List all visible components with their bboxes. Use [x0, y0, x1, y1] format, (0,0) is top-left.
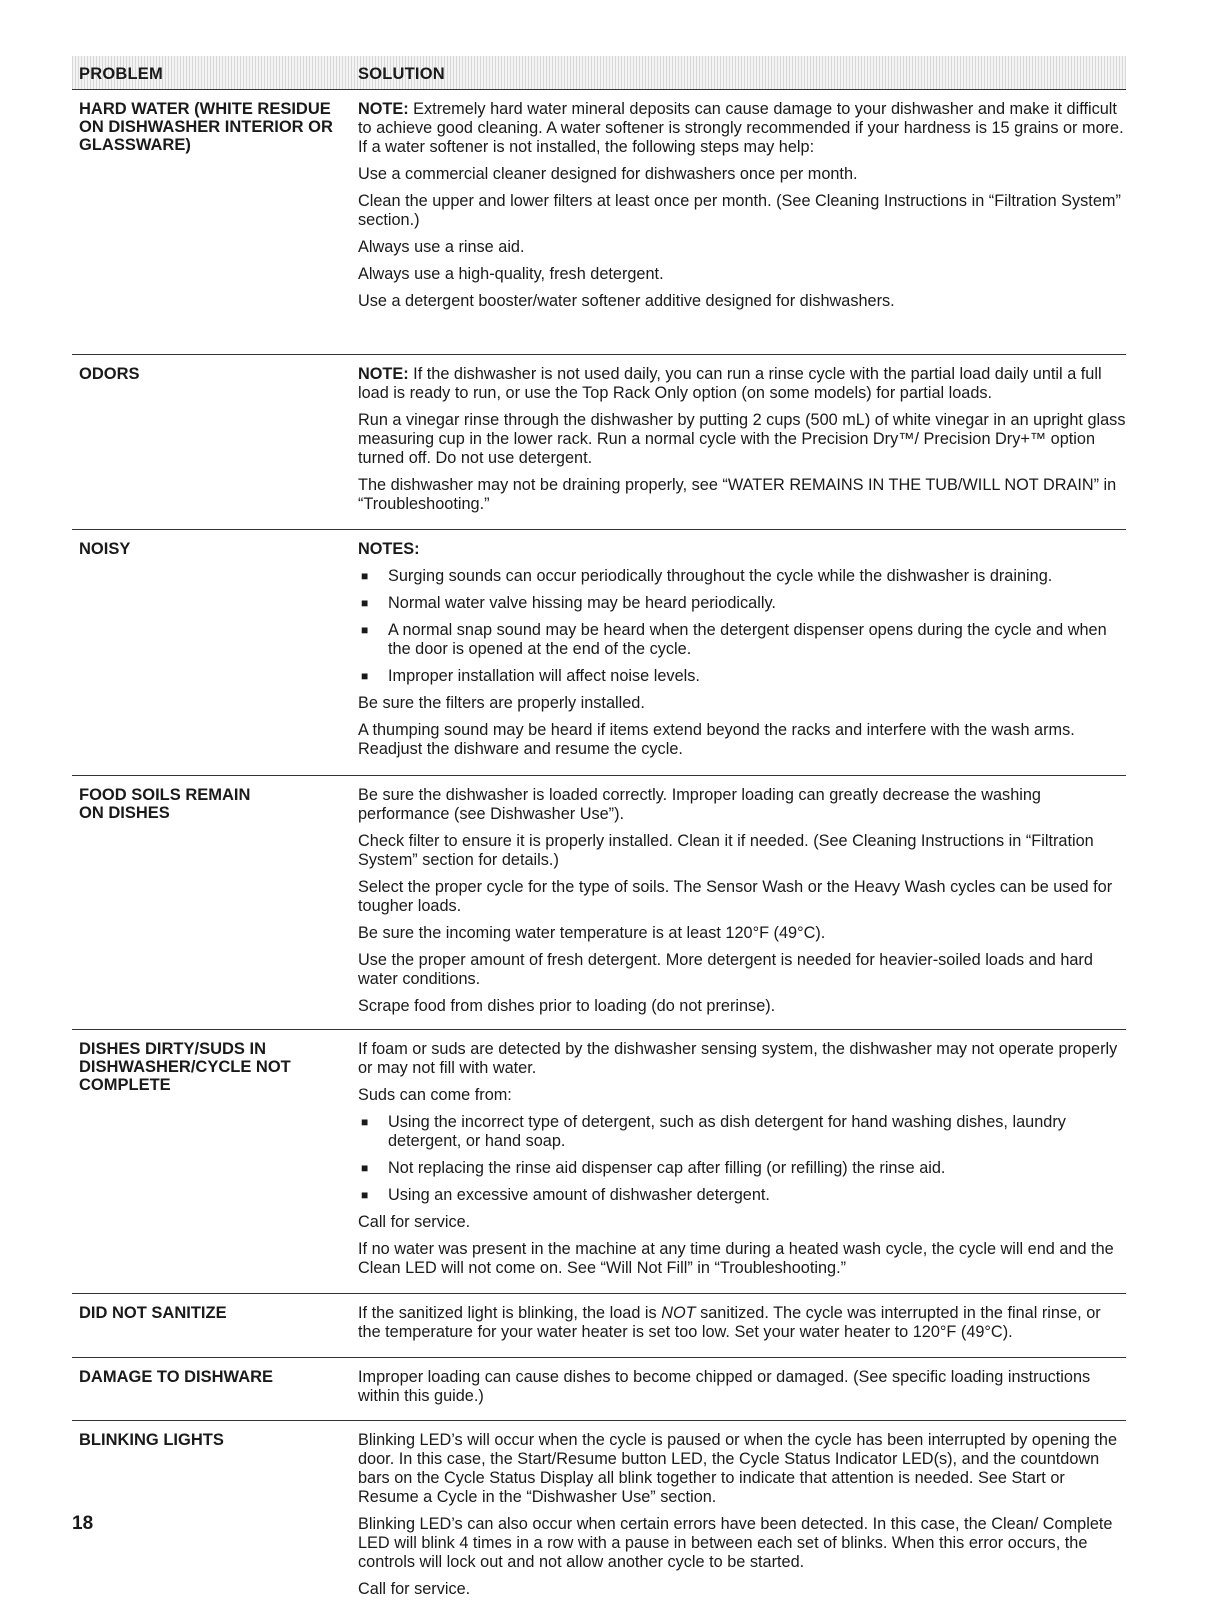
solution-cell	[358, 540, 1126, 775]
table-row	[72, 776, 1126, 1030]
problem-cell: DAMAGE TO DISHWARE	[79, 1368, 274, 1386]
solution-cell	[358, 1431, 1126, 1607]
solution-paragraph: Scrape food from dishes prior to loading (do not prerinse).	[358, 997, 776, 1015]
problem-cell: BLINKING LIGHTS	[79, 1431, 224, 1449]
solution-cell	[358, 786, 1126, 1029]
solution-paragraph: Blinking LED’s will occur when the cycle is paused or when the cycle has been interrupted by opening the door. In this case, the Start/Resume button LED, the Cycle Status Indicator LED(s), and the countdown bars on the Cycle Status Display all blink together to indicate that attention is needed. See Start or Resume a Cycle in the “Dishwasher Use” section.	[358, 1431, 1118, 1506]
table-header	[72, 56, 1126, 90]
note-text: Extremely hard water mineral deposits can cause damage to your dishwasher and make it difficult to achieve good cleaning. A water softener is strongly recommended if your hardness is 15 grains or more. If a water softener is not installed, the following steps may help:	[358, 100, 1124, 156]
table-row	[72, 1030, 1126, 1294]
solution-paragraph: Call for service.	[358, 1580, 471, 1598]
problem-cell: DISHES DIRTY/SUDS IN DISHWASHER/CYCLE NOT COMPLETE	[79, 1040, 291, 1094]
note-paragraph	[358, 365, 1126, 403]
table-row	[72, 1294, 1126, 1358]
solution-paragraph: Always use a rinse aid.	[358, 238, 525, 256]
bullet-square-icon: ■	[361, 669, 369, 683]
emphasis-not: NOT	[661, 1304, 696, 1322]
note-label: NOTE:	[358, 100, 409, 118]
solution-paragraph: Improper loading can cause dishes to become chipped or damaged. (See specific loading instructions within this guide.)	[358, 1368, 1091, 1405]
bullet-item: ■ Normal water valve hissing may be heard periodically.	[358, 594, 1126, 613]
bullet-item: ■ Using an excessive amount of dishwasher detergent.	[358, 1186, 1126, 1205]
solution-paragraph: Call for service.	[358, 1213, 471, 1231]
solution-column-header: SOLUTION	[358, 65, 445, 83]
bullet-square-icon: ■	[361, 596, 369, 610]
problem-cell: ODORS	[79, 365, 140, 383]
notes-label: NOTES:	[358, 540, 420, 558]
solution-paragraph: Select the proper cycle for the type of soils. The Sensor Wash or the Heavy Wash cycles can be used for tougher loads.	[358, 878, 1113, 915]
solution-paragraph: Be sure the dishwasher is loaded correctly. Improper loading can greatly decrease the washing performance (see Dishwasher Use”).	[358, 786, 1041, 823]
solution-paragraph: The dishwasher may not be draining properly, see “WATER REMAINS IN THE TUB/WILL NOT DRAIN” in “Troubleshooting.”	[358, 476, 1117, 513]
solution-cell	[358, 1040, 1126, 1293]
solution-paragraph: Be sure the filters are properly installed.	[358, 694, 645, 712]
table-row	[72, 1421, 1126, 1607]
solution-cell	[358, 100, 1126, 354]
bullet-item: ■ Using the incorrect type of detergent, such as dish detergent for hand washing dishes, laundry detergent, or hand soap.	[358, 1113, 1126, 1151]
note-paragraph	[358, 100, 1126, 157]
bullet-item: ■ Not replacing the rinse aid dispenser cap after filling (or refilling) the rinse aid.	[358, 1159, 1126, 1178]
solution-paragraph: Blinking LED’s can also occur when certain errors have been detected. In this case, the Clean/ Complete LED will blink 4 times in a row with a pause in between each set of blinks. When this error occurs, the controls will lock out and not allow another cycle to be started.	[358, 1515, 1113, 1571]
table-row	[72, 530, 1126, 776]
solution-paragraph: Use the proper amount of fresh detergent. More detergent is needed for heavier-soiled loads and hard water conditions.	[358, 951, 1093, 988]
problem-cell: NOISY	[79, 540, 131, 558]
solution-paragraph: Run a vinegar rinse through the dishwasher by putting 2 cups (500 mL) of white vinegar in an upright glass measuring cup in the lower rack. Run a normal cycle with the Precision Dry™/ Precision Dry+™ option turned off. Do not use detergent.	[358, 411, 1126, 467]
problem-cell: DID NOT SANITIZE	[79, 1304, 227, 1322]
solution-paragraph: Check filter to ensure it is properly installed. Clean it if needed. (See Cleaning Instructions in “Filtration System” section for details.)	[358, 832, 1094, 869]
bullet-item: ■ Improper installation will affect noise levels.	[358, 667, 1126, 686]
table-row	[72, 1358, 1126, 1421]
table-row	[72, 90, 1126, 355]
bullet-item: ■ Surging sounds can occur periodically throughout the cycle while the dishwasher is draining.	[358, 567, 1126, 586]
solution-cell	[358, 1368, 1126, 1420]
solution-paragraph: Always use a high-quality, fresh detergent.	[358, 265, 664, 283]
solution-paragraph: Use a detergent booster/water softener additive designed for dishwashers.	[358, 292, 895, 310]
bullet-item: ■ A normal snap sound may be heard when the detergent dispenser opens during the cycle and when the door is opened at the end of the cycle.	[358, 621, 1126, 659]
solution-cell	[358, 365, 1126, 529]
bullet-square-icon: ■	[361, 1188, 369, 1202]
solution-paragraph: If no water was present in the machine at any time during a heated wash cycle, the cycle will end and the Clean LED will not come on. See “Will Not Fill” in “Troubleshooting.”	[358, 1240, 1114, 1277]
solution-paragraph: A thumping sound may be heard if items extend beyond the racks and interfere with the wash arms. Readjust the dishware and resume the cycle.	[358, 721, 1075, 758]
page-number: 18	[72, 1513, 94, 1534]
problem-column-header: PROBLEM	[79, 65, 163, 83]
bullet-square-icon: ■	[361, 1115, 369, 1129]
solution-paragraph: Clean the upper and lower filters at least once per month. (See Cleaning Instructions in “Filtration System” section.)	[358, 192, 1121, 229]
solution-paragraph: Suds can come from:	[358, 1086, 512, 1104]
troubleshooting-table	[72, 56, 1126, 1607]
bullet-square-icon: ■	[361, 623, 369, 637]
solution-paragraph: If the sanitized light is blinking, the load is NOT sanitized. The cycle was interrupted in the final rinse, or the temperature for your water heater is set too low. Set your water heater to 120°F (49°C).	[358, 1304, 1101, 1341]
problem-cell: HARD WATER (WHITE RESIDUE ON DISHWASHER INTERIOR OR GLASSWARE)	[79, 100, 333, 154]
bullet-square-icon: ■	[361, 1161, 369, 1175]
note-text: If the dishwasher is not used daily, you can run a rinse cycle with the partial load daily until a full load is ready to run, or use the Top Rack Only option (on some models) for partial loads.	[358, 365, 1102, 402]
solution-paragraph: Be sure the incoming water temperature is at least 120°F (49°C).	[358, 924, 826, 942]
bullet-square-icon: ■	[361, 569, 369, 583]
table-row	[72, 355, 1126, 530]
solution-paragraph: If foam or suds are detected by the dishwasher sensing system, the dishwasher may not operate properly or may not fill with water.	[358, 1040, 1118, 1077]
note-label: NOTE:	[358, 365, 409, 383]
problem-cell: FOOD SOILS REMAIN ON DISHES	[79, 786, 251, 822]
solution-paragraph: Use a commercial cleaner designed for dishwashers once per month.	[358, 165, 858, 183]
solution-cell	[358, 1304, 1126, 1357]
